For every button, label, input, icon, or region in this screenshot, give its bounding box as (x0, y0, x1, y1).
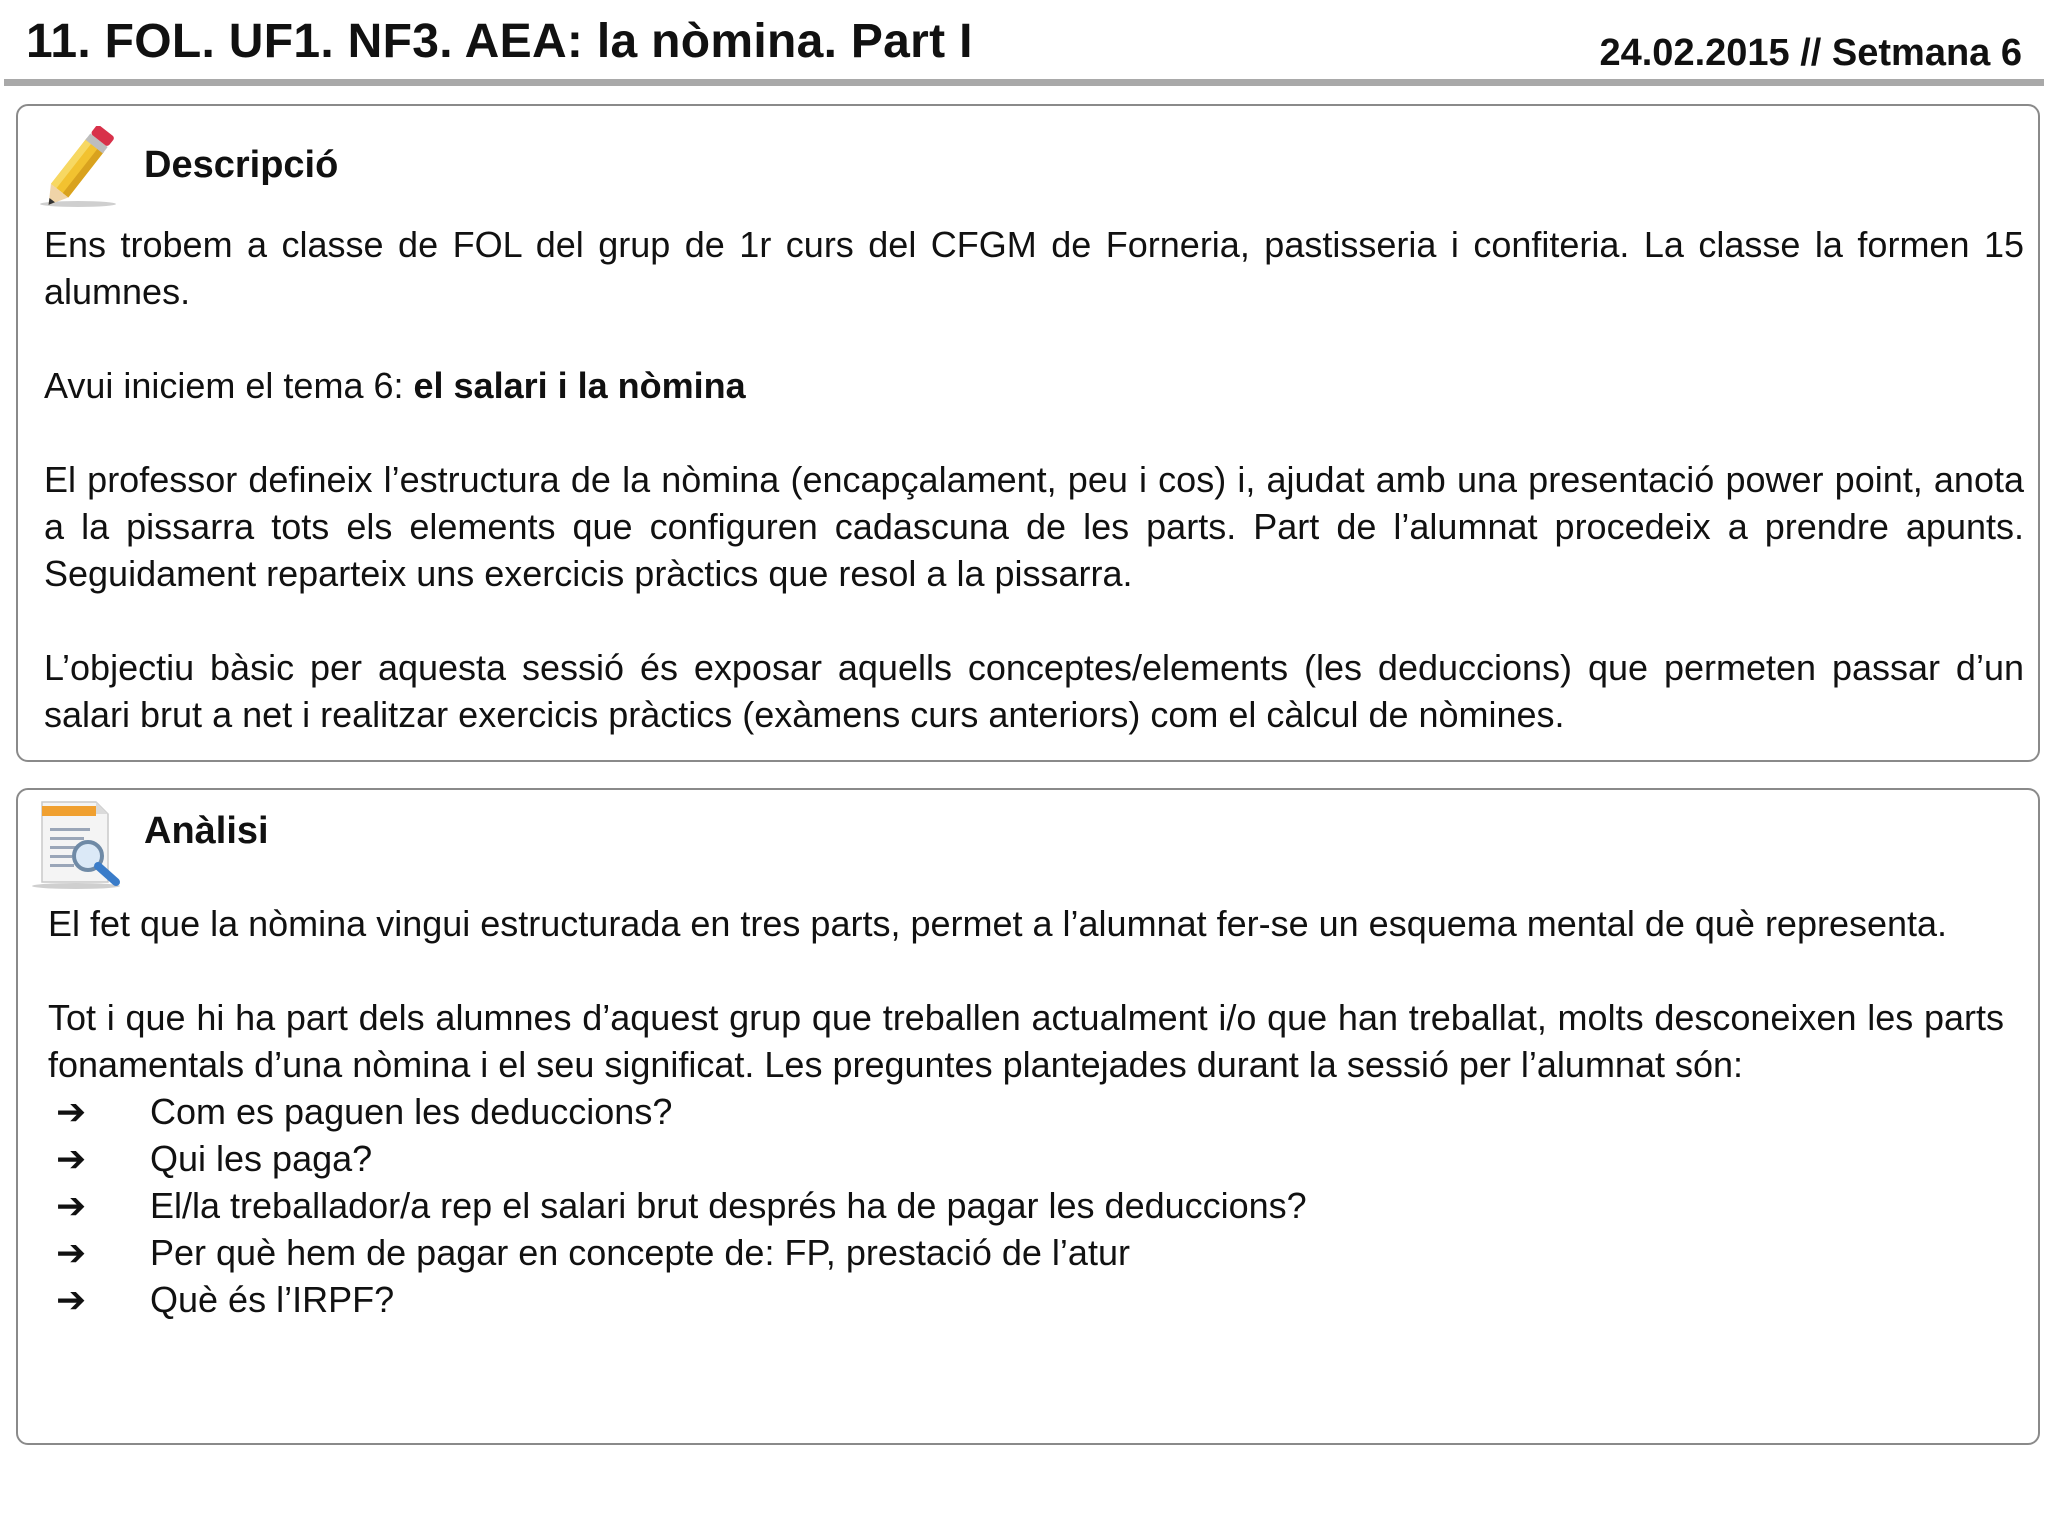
question-text: Com es paguen les deduccions? (150, 1091, 673, 1132)
question-text: Què és l’IRPF? (150, 1279, 395, 1320)
session-date: 24.02.2015 // Setmana 6 (1599, 32, 2022, 74)
header-divider (4, 79, 2044, 86)
description-section (16, 104, 2040, 762)
analysis-section (16, 788, 2040, 1445)
arrow-bullet-icon: ➔ (56, 1185, 87, 1226)
page-title: 11. FOL. UF1. NF3. AEA: la nòmina. Part I (26, 15, 973, 68)
analysis-paragraph: El fet que la nòmina vingui estructurada en tres parts, permet a l’alumnat fer-se un esquema mental de què representa. (48, 903, 1948, 944)
analysis-paragraph: Tot i que hi ha part dels alumnes d’aquest grup que treballen actualment i/o que han treballat, molts desconeixen les parts fonamentals d’una nòmina i el seu significat. Les preguntes plantejades durant la sessió per l’alumnat són: (48, 997, 2004, 1085)
question-text: Qui les paga? (150, 1138, 373, 1179)
question-text: Per què hem de pagar en concepte de: FP, prestació de l’atur (150, 1232, 1130, 1273)
pencil-icon (30, 126, 120, 210)
description-body (44, 221, 2024, 738)
description-heading: Descripció (144, 144, 339, 186)
arrow-bullet-icon: ➔ (56, 1232, 87, 1273)
topic-intro: Avui iniciem el tema 6: (44, 365, 414, 406)
list-item (48, 1135, 2004, 1182)
list-item (48, 1229, 2004, 1276)
arrow-bullet-icon: ➔ (56, 1279, 87, 1320)
question-text: El/la treballador/a rep el salari brut després ha de pagar les deduccions? (150, 1185, 1307, 1226)
list-item (48, 1088, 2004, 1135)
list-item (48, 1182, 2004, 1229)
analysis-body (48, 900, 2004, 1323)
description-paragraph: Ens trobem a classe de FOL del grup de 1r curs del CFGM de Forneria, pastisseria i confiteria. La classe la formen 15 alumnes. (44, 224, 2024, 312)
questions-list (48, 1088, 2004, 1323)
arrow-bullet-icon: ➔ (56, 1091, 87, 1132)
arrow-bullet-icon: ➔ (56, 1138, 87, 1179)
description-paragraph (44, 362, 2024, 409)
analysis-heading: Anàlisi (144, 810, 269, 852)
page-header (0, 0, 2048, 90)
document-magnifier-icon (26, 796, 126, 892)
description-paragraph: L’objectiu bàsic per aquesta sessió és exposar aquells conceptes/elements (les deduccions) que permeten passar d’un salari brut a net i realitzar exercicis pràctics (exàmens curs anteriors) com el càlcul de nòmines. (44, 647, 2024, 735)
list-item (48, 1276, 2004, 1323)
description-paragraph: El professor defineix l’estructura de la nòmina (encapçalament, peu i cos) i, ajudat amb una presentació power point, anota a la pissarra tots els elements que configuren cadascuna de les parts. Part de l’alumnat procedeix a prendre apunts. Seguidament reparteix uns exercicis pràctics que resol a la pissarra. (44, 459, 2024, 594)
topic-name: el salari i la nòmina (413, 365, 746, 406)
